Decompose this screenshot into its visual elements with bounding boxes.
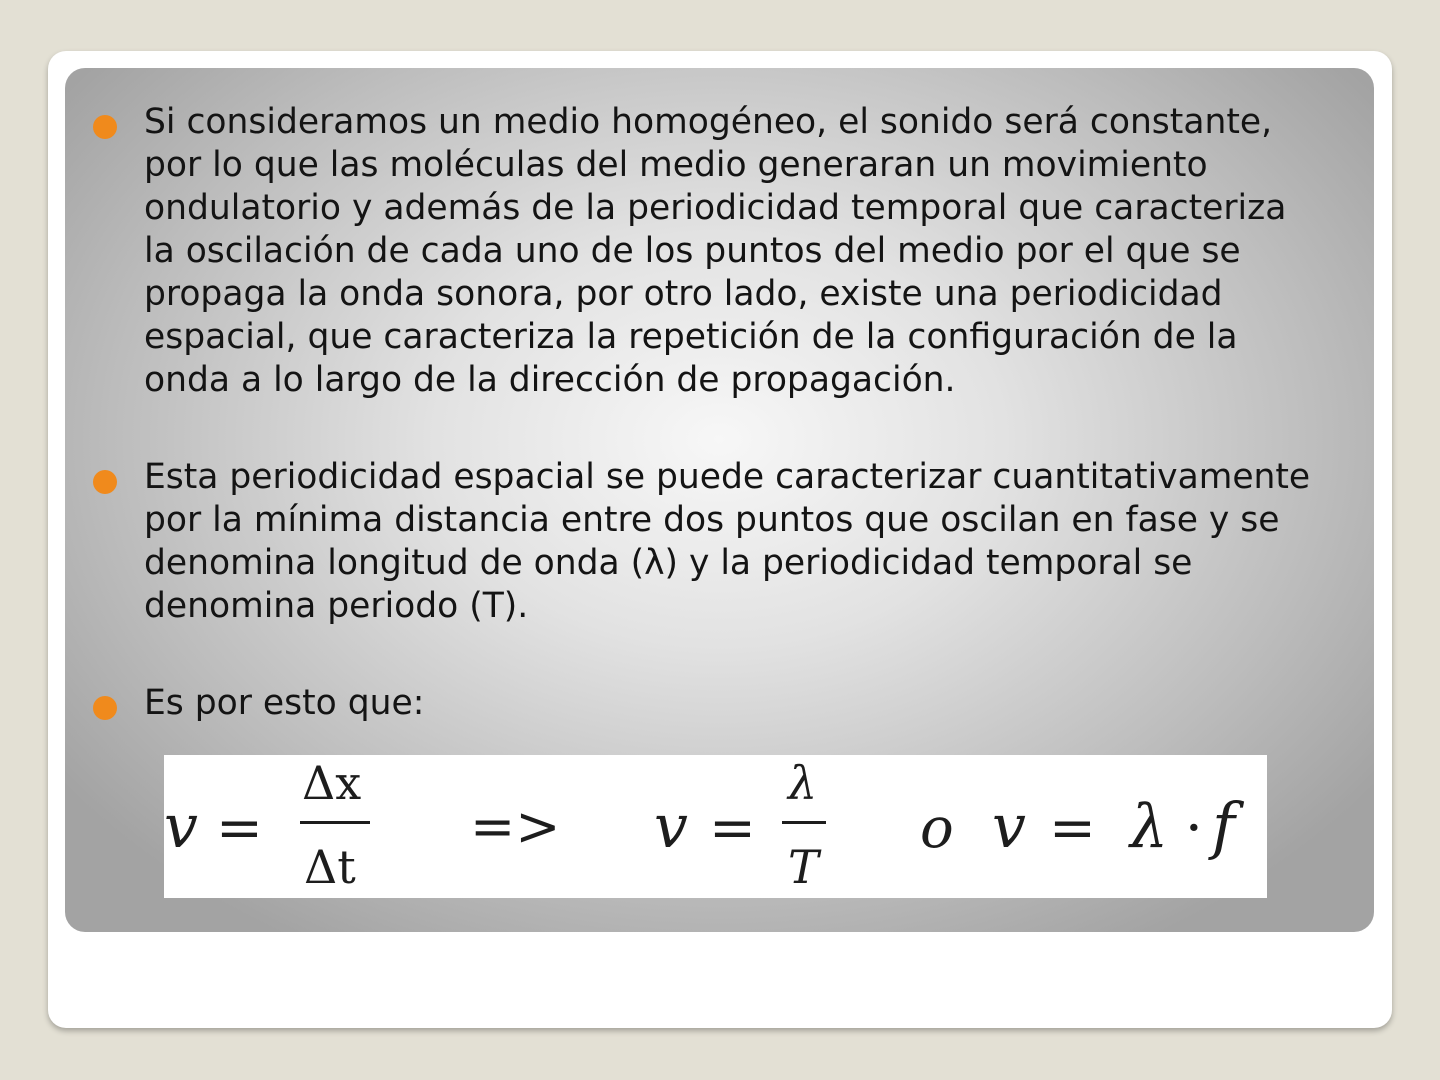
text-line: Si consideramos un medio homogéneo, el sonido será constante, [144, 102, 1273, 142]
formula-or: o [920, 796, 954, 861]
text-line: propaga la onda sonora, por otro lado, existe una periodicidad [144, 274, 1223, 314]
bullet-text-3 [144, 682, 1354, 725]
formula-v: v [164, 792, 198, 862]
formula-v: v [654, 792, 688, 862]
text-line: por la mínima distancia entre dos puntos que oscilan en fase y se [144, 500, 1280, 540]
text-line: la oscilación de cada uno de los puntos del medio por el que se [144, 231, 1241, 271]
formula-equals: = [216, 796, 263, 861]
bullet-text-1 [144, 101, 1354, 402]
text-line: Es por esto que: [144, 683, 425, 723]
text-line: ondulatorio y además de la periodicidad temporal que caracteriza [144, 188, 1287, 228]
bullet-text-2 [144, 456, 1354, 628]
formula-equals: = [1049, 796, 1096, 861]
bullet-dot-icon [93, 470, 117, 494]
text-line: denomina longitud de onda (λ) y la periodicidad temporal se [144, 543, 1193, 583]
text-line: Esta periodicidad espacial se puede caracterizar cuantitativamente [144, 457, 1311, 497]
formula-graphic [164, 755, 1267, 898]
formula-denominator-dt: Δt [304, 840, 356, 894]
text-line: denomina periodo (T). [144, 586, 529, 626]
fraction-bar [782, 821, 826, 824]
formula-equals: = [709, 796, 756, 861]
formula-dot: · [1185, 796, 1203, 861]
text-line: onda a lo largo de la dirección de propagación. [144, 360, 956, 400]
formula-implies: => [470, 795, 561, 858]
fraction-bar [300, 821, 370, 824]
formula-numerator-dx: Δx [302, 756, 362, 810]
text-line: espacial, que caracteriza la repetición de la configuración de la [144, 317, 1238, 357]
formula-numerator-lambda: λ [788, 756, 818, 810]
velocity-formula [164, 755, 1267, 898]
text-line: por lo que las moléculas del medio generaran un movimiento [144, 145, 1208, 185]
bullet-dot-icon [93, 696, 117, 720]
formula-lambda: λ [1130, 792, 1169, 862]
formula-f: f [1212, 789, 1235, 862]
formula-v: v [992, 792, 1026, 862]
bullet-dot-icon [93, 115, 117, 139]
formula-denominator-t: T [788, 840, 819, 894]
